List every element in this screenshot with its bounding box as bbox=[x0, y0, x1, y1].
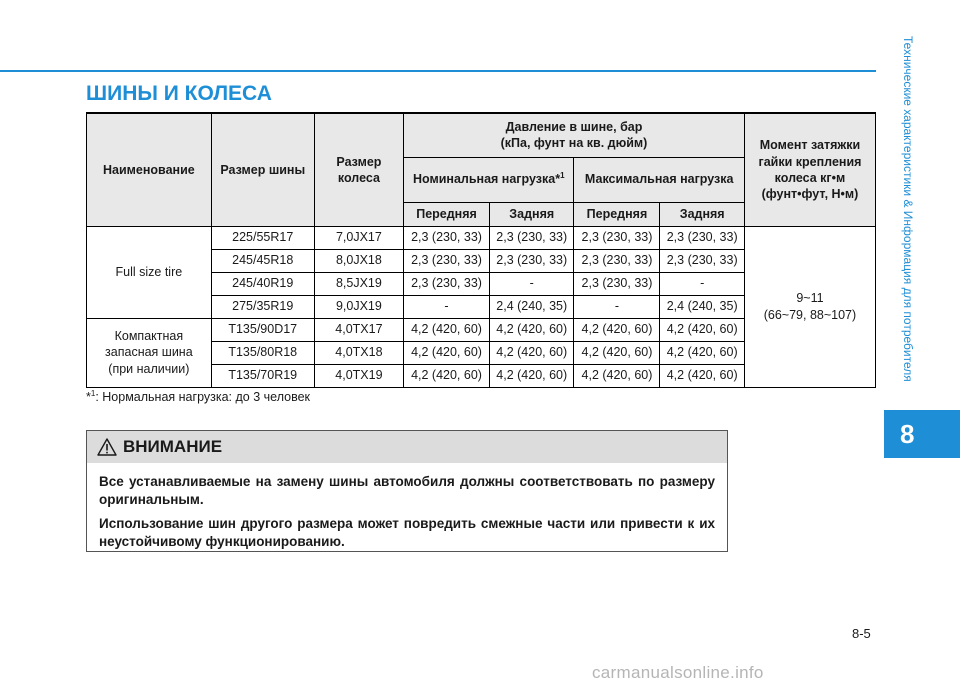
header-max-load: Максимальная нагрузка bbox=[574, 157, 744, 202]
table-row: T135/80R18 4,0TX18 4,2 (420, 60) 4,2 (420, 60) 4,2 (420, 60) 4,2 (420, 60) bbox=[87, 341, 876, 364]
header-rear: Задняя bbox=[489, 202, 574, 226]
warning-header bbox=[87, 431, 727, 463]
warning-body bbox=[87, 463, 727, 551]
side-caption: Технические характеристики & Информация для потребителя bbox=[901, 36, 915, 382]
header-pressure: Давление в шине, бар (кПа, фунт на кв. дюйм) bbox=[404, 113, 745, 157]
chapter-number: 8 bbox=[884, 410, 960, 458]
warning-triangle-icon bbox=[97, 438, 117, 456]
header-front: Передняя bbox=[574, 202, 660, 226]
table-row: 275/35R19 9,0JX19 - 2,4 (240, 35) - 2,4 (240, 35) bbox=[87, 295, 876, 318]
header-name: Наименование bbox=[87, 113, 212, 226]
warning-paragraph: Все устанавливаемые на замену шины автомобиля должны соответствовать по размеру оригинальным. bbox=[99, 474, 715, 507]
table-row: T135/70R19 4,0TX19 4,2 (420, 60) 4,2 (420, 60) 4,2 (420, 60) 4,2 (420, 60) bbox=[87, 364, 876, 387]
tire-spec-table bbox=[86, 112, 876, 388]
table-row: 245/40R19 8,5JX19 2,3 (230, 33) - 2,3 (230, 33) - bbox=[87, 272, 876, 295]
header-front: Передняя bbox=[404, 202, 490, 226]
group-compact-spare: Компактная запасная шина (при наличии) bbox=[87, 318, 212, 387]
header-wheel-size: Размер колеса bbox=[314, 113, 403, 226]
header-torque: Момент затяжки гайки крепления колеса кг•м (фунт•фут, Н•м) bbox=[744, 113, 875, 226]
table-row: Компактная запасная шина (при наличии) T135/90D17 4,0TX17 4,2 (420, 60) 4,2 (420, 60) 4,2 (420, 60) 4,2 (420, 60) bbox=[87, 318, 876, 341]
header-tire-size: Размер шины bbox=[211, 113, 314, 226]
group-full-size: Full size tire bbox=[87, 226, 212, 318]
header-nominal-load: Номинальная нагрузка*$^1$ bbox=[404, 157, 574, 202]
page-title: ШИНЫ И КОЛЕСА bbox=[86, 82, 272, 105]
watermark: carmanualsonline.info bbox=[592, 663, 764, 682]
page-number: 8-5 bbox=[852, 626, 871, 641]
table-row: Full size tire 225/55R17 7,0JX17 2,3 (230, 33) 2,3 (230, 33) 2,3 (230, 33) 2,3 (230, 33) 9~11 (66~79, 88~107) bbox=[87, 226, 876, 249]
table-footnote: *$^1$: Нормальная нагрузка: до 3 человек bbox=[86, 389, 311, 405]
warning-box bbox=[86, 430, 728, 552]
header-rule bbox=[0, 70, 876, 72]
warning-paragraph: Использование шин другого размера может повредить смежные части или привести к их неустойчивому функционированию. bbox=[99, 515, 715, 549]
table-row: 245/45R18 8,0JX18 2,3 (230, 33) 2,3 (230, 33) 2,3 (230, 33) 2,3 (230, 33) bbox=[87, 249, 876, 272]
torque-value: 9~11 (66~79, 88~107) bbox=[744, 226, 875, 387]
header-rear: Задняя bbox=[660, 202, 745, 226]
warning-title: ВНИМАНИЕ bbox=[123, 437, 223, 456]
